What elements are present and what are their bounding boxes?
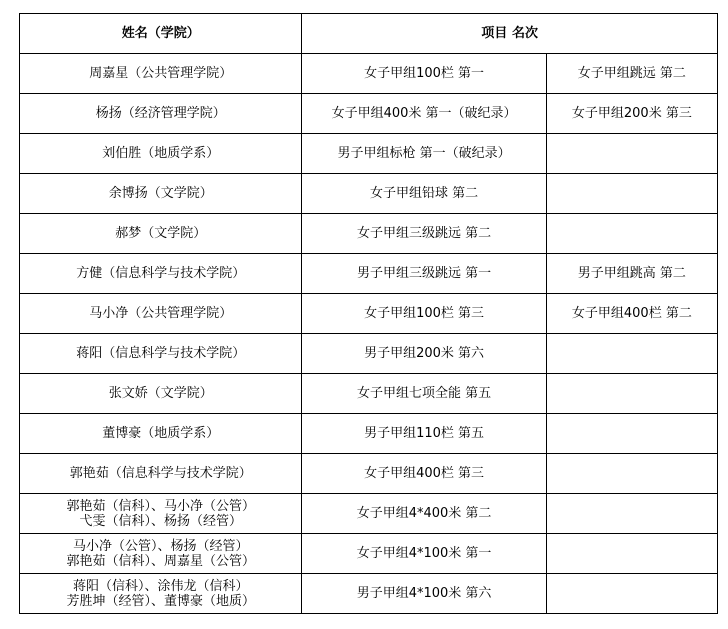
athlete-name-line: 马小净（公管）、杨扬（经管）: [72, 538, 249, 554]
table-row: [20, 134, 718, 174]
table-row: [20, 54, 718, 94]
table-row: [20, 214, 718, 254]
table-row: [20, 334, 718, 374]
athlete-name-line: 董博豪（地质学系）: [102, 426, 220, 441]
athlete-name-cell: [20, 94, 302, 134]
athlete-name-line: 郭艳茹（信科）、周嘉星（公管）: [66, 553, 255, 569]
event-result-cell-1: 男子甲组标枪 第一（破纪录）: [302, 134, 546, 174]
table-row: [20, 534, 718, 574]
table-row: [20, 374, 718, 414]
athlete-name-line: 方健（信息科学与技术学院）: [76, 266, 246, 281]
athlete-name-cell: [20, 334, 302, 374]
athlete-name-cell: [20, 374, 302, 414]
athlete-name-cell: [20, 414, 302, 454]
athlete-name-cell: [20, 254, 302, 294]
athlete-name-cell: [20, 134, 302, 174]
event-result-cell-2: 女子甲组跳远 第二: [546, 54, 717, 94]
athlete-name-line: 郭艳茹（信科）、马小净（公管）: [66, 498, 255, 514]
athlete-name-cell: [20, 454, 302, 494]
event-result-cell-1: 女子甲组100栏 第一: [302, 54, 546, 94]
event-result-cell-2: [546, 374, 717, 414]
athlete-name-line: 郭艳茹（信息科学与技术学院）: [69, 466, 252, 481]
athlete-name-cell: [20, 54, 302, 94]
athlete-name-line: 张文娇（文学院）: [108, 386, 213, 401]
event-result-cell-2: [546, 414, 717, 454]
athlete-name-cell: [20, 174, 302, 214]
event-result-cell-2: [546, 574, 717, 614]
table-row: [20, 574, 718, 614]
athlete-name-cell: [20, 294, 302, 334]
event-result-cell-1: 女子甲组三级跳远 第二: [302, 214, 546, 254]
table-row: [20, 174, 718, 214]
athlete-name-cell: [20, 214, 302, 254]
event-result-cell-2: 男子甲组跳高 第二: [546, 254, 717, 294]
event-result-cell-2: 女子甲组400栏 第二: [546, 294, 717, 334]
event-result-cell-1: 男子甲组200米 第六: [302, 334, 546, 374]
athlete-name-cell: [20, 574, 302, 614]
event-result-cell-2: 女子甲组200米 第三: [546, 94, 717, 134]
event-result-cell-1: 男子甲组三级跳远 第一: [302, 254, 546, 294]
event-result-cell-1: 男子甲组110栏 第五: [302, 414, 546, 454]
athlete-name-line: 周嘉星（公共管理学院）: [89, 66, 233, 81]
header-event-rank: 项目 名次: [302, 14, 718, 54]
event-result-cell-1: 女子甲组4*100米 第一: [302, 534, 546, 574]
event-result-cell-2: [546, 214, 717, 254]
event-result-cell-1: 女子甲组100栏 第三: [302, 294, 546, 334]
athlete-name-line: 芳胜坤（经管）、董博豪（地质）: [66, 593, 255, 609]
athlete-name-cell: [20, 534, 302, 574]
event-result-cell-2: [546, 534, 717, 574]
athlete-name-line: 余博扬（文学院）: [108, 186, 213, 201]
header-name-college: 姓名（学院）: [20, 14, 302, 54]
table-header-row: [20, 14, 718, 54]
table-row: [20, 414, 718, 454]
event-result-cell-2: [546, 334, 717, 374]
athlete-name-line: 刘伯胜（地质学系）: [102, 146, 220, 161]
athlete-name-line: 杨扬（经济管理学院）: [95, 106, 226, 121]
results-table-body: [20, 14, 718, 614]
table-row: [20, 294, 718, 334]
athlete-name-line: 蒋阳（信科）、涂伟龙（信科）: [72, 578, 249, 594]
event-result-cell-1: 女子甲组七项全能 第五: [302, 374, 546, 414]
event-result-cell-1: 女子甲组400米 第一（破纪录）: [302, 94, 546, 134]
event-result-cell-1: 女子甲组4*400米 第二: [302, 494, 546, 534]
event-result-cell-1: 女子甲组400栏 第三: [302, 454, 546, 494]
event-result-cell-2: [546, 494, 717, 534]
event-result-cell-2: [546, 174, 717, 214]
results-table: [19, 13, 718, 614]
athlete-name-line: 弋雯（信科）、杨扬（经管）: [79, 513, 242, 529]
athlete-name-line: 马小净（公共管理学院）: [89, 306, 233, 321]
table-row: [20, 494, 718, 534]
event-result-cell-1: 女子甲组铅球 第二: [302, 174, 546, 214]
event-result-cell-1: 男子甲组4*100米 第六: [302, 574, 546, 614]
athlete-name-line: 蒋阳（信息科学与技术学院）: [76, 346, 246, 361]
athlete-name-cell: [20, 494, 302, 534]
event-result-cell-2: [546, 134, 717, 174]
event-result-cell-2: [546, 454, 717, 494]
table-row: [20, 94, 718, 134]
athlete-name-line: 郝梦（文学院）: [115, 226, 207, 241]
table-row: [20, 454, 718, 494]
table-row: [20, 254, 718, 294]
